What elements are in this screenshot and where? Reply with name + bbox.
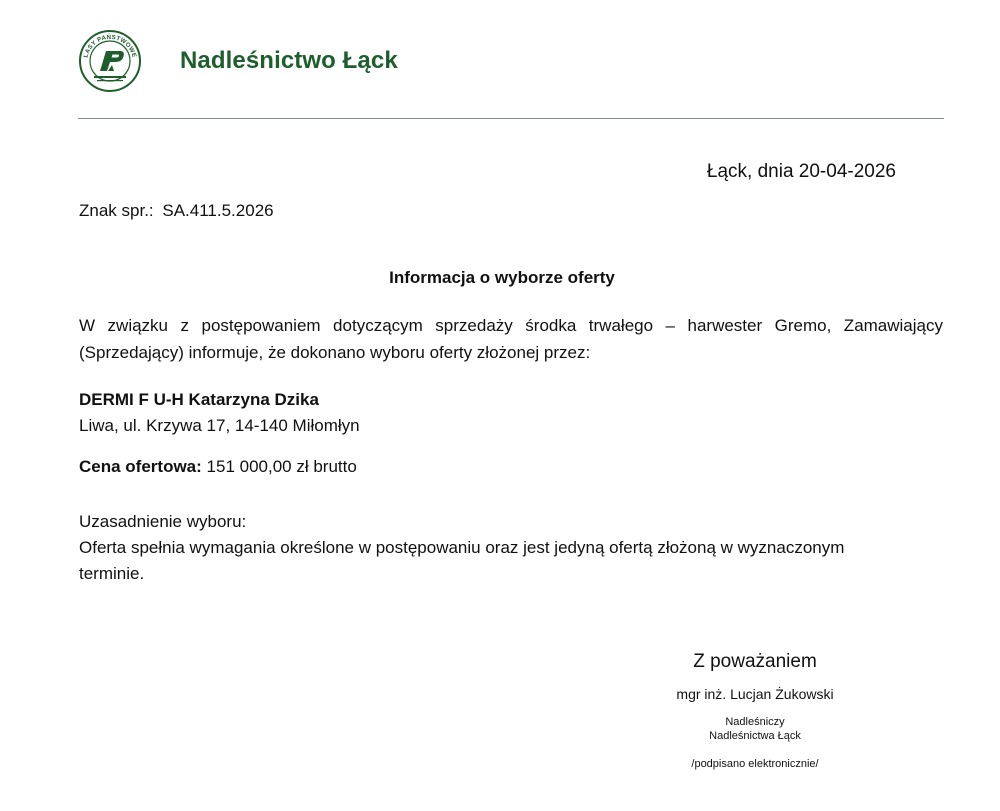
bidder-name: DERMI F U-H Katarzyna Dzika (79, 390, 319, 409)
reference-value: SA.411.5.2026 (162, 201, 274, 220)
signatory-name: mgr inż. Lucjan Żukowski (676, 686, 834, 702)
document-date: Łąck, dnia 20-04-2026 (706, 161, 896, 182)
lasy-panstwowe-logo (78, 29, 142, 93)
svg-text:LASY PAŃSTWOWE: LASY PAŃSTWOWE (82, 33, 138, 59)
signatory-role (620, 715, 890, 743)
justification-heading: Uzasadnienie wyboru: (79, 512, 247, 531)
price-value: 151 000,00 zł brutto (206, 457, 357, 476)
selection-justification (79, 509, 899, 587)
document-title: Informacja o wyborze oferty (389, 268, 615, 287)
justification-text: Oferta spełnia wymagania określone w postępowaniu oraz jest jedyną ofertą złożoną w wyznaczonym terminie. (79, 538, 845, 583)
selected-bidder (79, 387, 360, 439)
organization-name: Nadleśnictwo Łąck (180, 47, 398, 74)
price-label: Cena ofertowa: (79, 457, 202, 476)
signature-block (620, 650, 890, 770)
reference-number (79, 201, 274, 221)
closing-regards: Z poważaniem (693, 651, 817, 672)
header-divider (78, 118, 944, 119)
signatory-role-line1: Nadleśniczy (725, 716, 785, 728)
offer-price (79, 457, 357, 477)
signatory-role-line2: Nadleśnictwa Łąck (709, 730, 801, 742)
letterhead (78, 29, 398, 93)
bidder-address: Liwa, ul. Krzywa 17, 14-140 Miłomłyn (79, 416, 360, 435)
reference-label: Znak spr.: (79, 201, 154, 220)
electronic-signature-note: /podpisano elektronicznie/ (691, 758, 819, 770)
intro-paragraph: W związku z postępowaniem dotyczącym sprzedaży środka trwałego – harwester Gremo, Zamawiający (Sprzedający) informuje, że dokonano wyboru oferty złożonej przez: (79, 316, 943, 362)
